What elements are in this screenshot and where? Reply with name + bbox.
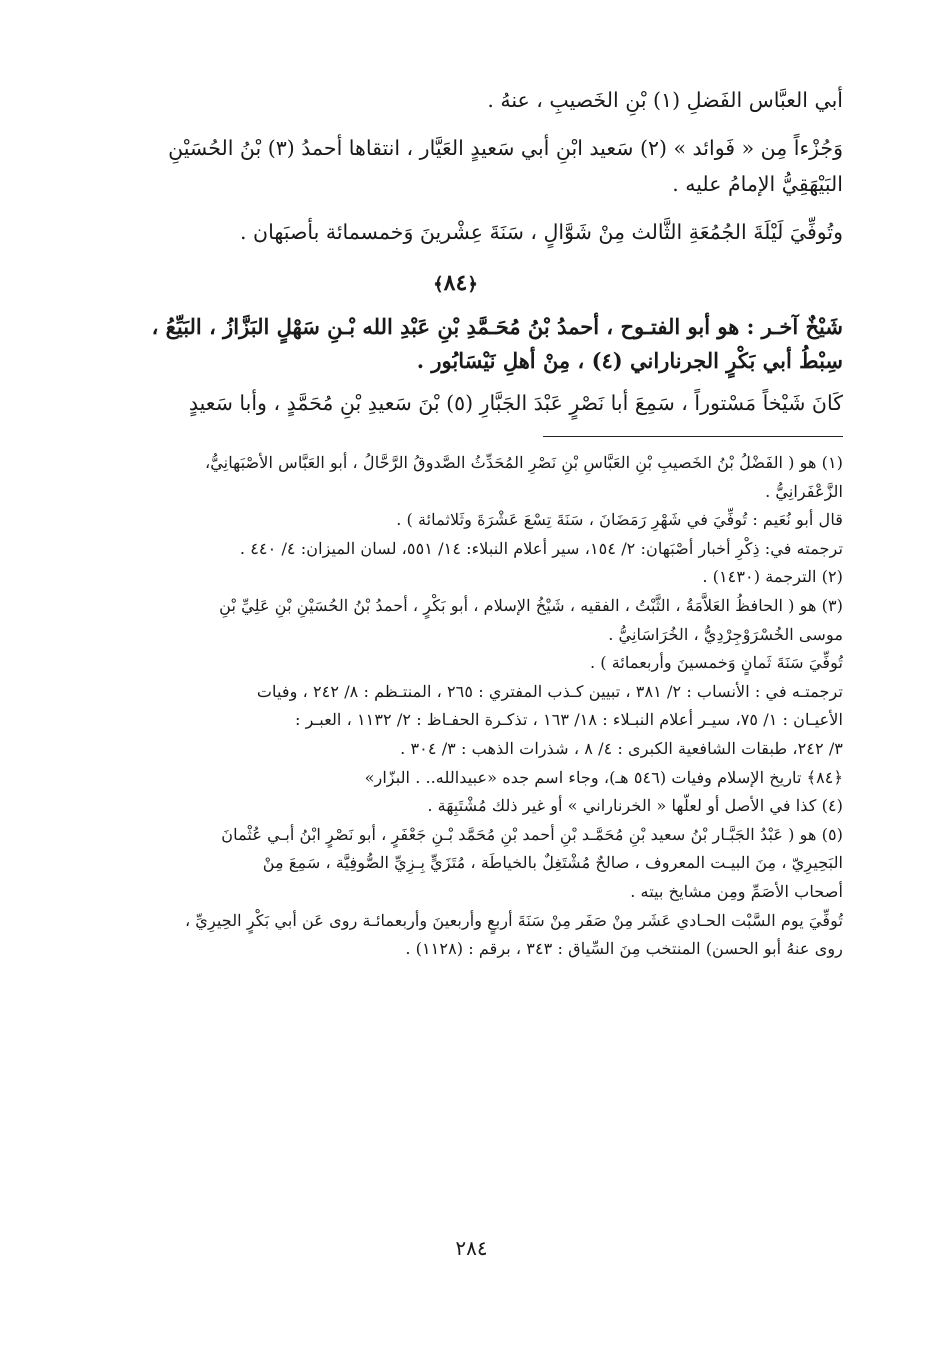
footnote-line: ترجمتـه في : الأنساب : ٢/ ٣٨١ ، تبيين كـذب المفتري : ٢٦٥ ، المنتـظم : ٨/ ٢٤٢ ، وفيات <box>256 681 843 701</box>
main-text <box>68 82 843 250</box>
footnote-line: (٥) هو ( عَبْدُ الجَبَّـار بْنُ سعيد بْنِ مُحَمَّـد بْنِ أحمد بْنِ مُحَمَّد بْـنِ جَعْفَرٍ ، أبو نَصْرٍ ابْنُ أبـي عُثْمانَ <box>221 824 843 844</box>
footnote-line: الزَّعْفَرانِيُّ . <box>765 481 843 501</box>
page-content <box>68 82 843 964</box>
text-line: أبي العبَّاس الفَضلِ (١) بْنِ الخَصيبِ ، عنهُ . <box>487 88 843 112</box>
heading-line: شَيْخٌ آخـر : هو أبو الفتـوح ، أحمدُ بْنُ مُحَـمَّدِ بْنِ عَبْدِ الله بْـنِ سَهْلٍ البَزَّازُ ، البَيِّعُ ، <box>151 314 843 339</box>
footnote-line: أصحاب الأصَمِّ ومِن مشايخ بيته . <box>630 881 843 901</box>
heading-line: سِبْطُ أبي بَكْرٍ الجرناراني (٤) ، مِنْ أهلِ نَيْسَابُور . <box>416 348 843 373</box>
footnote-divider <box>543 436 843 437</box>
ornament-open: ﴿ <box>467 274 478 295</box>
footnote-line: ٣/ ٢٤٢، طبقات الشافعية الكبرى : ٤/ ٨ ، شذرات الذهب : ٣/ ٣٠٤ . <box>400 738 843 758</box>
footnote-line: ترجمته في: ذِكْرِ أخبار أصْبَهان: ٢/ ١٥٤، سير أعلام النبلاء: ١٤/ ٥٥١، لسان الميزان: ٤/ ٤٤٠ . <box>239 538 843 558</box>
footnotes <box>68 449 843 964</box>
footnote-line: (٤) كذا في الأصل أو لعلّها « الخرناراني » أو غير ذلك مُشْتَبِهَة . <box>427 796 843 816</box>
footnote-line: قال أبو نُعَيم : تُوفِّيَ في شَهْرِ رَمَضَانَ ، سَنَةَ تِسْعَ عَشْرَةَ وثَلاثمائة ) . <box>396 510 843 530</box>
ornament-close: ﴾ <box>433 274 444 295</box>
footnote-line: ﴿٨٤﴾ تاريخ الإسلام وفيات (٥٤٦ هـ)، وجاء اسم جده «عبيدالله.. . البزّار» <box>364 767 843 787</box>
text-line: وتُوفِّيَ لَيْلَةَ الجُمُعَةِ الثَّالث مِنْ شَوَّالٍ ، سَنَةَ عِشْرينَ وَخمسمائة بأصبَهان . <box>240 220 843 244</box>
footnote-line: البَحِيرِيّ ، مِنَ البيـت المعروف ، صالحٌ مُشْتَغِلٌ بالخياطَة ، مُتَزَيٍّ بِـزِيِّ الصُّوفِيَّة ، سَمِعَ مِنْ <box>262 853 843 873</box>
entry-number <box>68 266 843 300</box>
footnote-line: موسى الخُسْرَوْجِرْدِيُّ ، الخُرَاسَانِيُّ . <box>608 624 843 644</box>
footnote-line: (٢) الترجمة (١٤٣٠) . <box>702 567 843 587</box>
footnote-line: تُوفِّيَ يوم السَّبْت الحـادي عَشَر مِنْ صَفَر مِنْ سَنَةَ أربعٍ وأربعينَ وأربعمائـة روى عَن أبي بَكْرٍ الحِيرِيِّ ، <box>184 910 843 930</box>
footnote-line: تُوفِّيَ سَنَةَ ثَمانٍ وَخمسينَ وأربعمائة ) . <box>590 653 843 673</box>
entry-number-value: ٨٤ <box>443 270 468 296</box>
footnote-line: الأعيـان : ١/ ٧٥، سيـر أعلام النبـلاء : ١٨/ ١٦٣ ، تذكـرة الحفـاظ : ٢/ ١١٣٢ ، العبـر : <box>295 710 843 730</box>
footnote-line: (١) هو ( الفَضْلُ بْنُ الخَصيبِ بْنِ العَبَّاسِ بْنِ نَصْرِ المُحَدِّثُ الصَّدوقُ الرَّحَّالُ ، أبو العَبَّاس الأصْبَهانِيُّ، <box>204 453 843 472</box>
entry-body <box>68 386 843 420</box>
text-line: وَجُزْءاً مِن « فَوائد » (٢) سَعيد ابْنِ أبي سَعيدٍ العَيَّار ، انتقاها أحمدُ (٣) بْنُ الحُسَيْنِ <box>168 136 843 160</box>
page-number: ٢٨٤ <box>455 1236 488 1260</box>
entry-heading <box>68 310 843 378</box>
text-line: البَيْهَقِيُّ الإمامُ عليه . <box>672 172 843 196</box>
footnote-line: (٣) هو ( الحافظُ العَلاَّمَةُ ، الثَّبْتُ ، الفقيه ، شَيْخُ الإسلام ، أبو بَكْرٍ ، أحمدُ بْنُ الحُسَيْنِ بْنِ عَلِيِّ بْنِ <box>219 595 843 615</box>
footnote-line: روى عنهُ أبو الحسن) المنتخب مِنَ السِّياق : ٣٤٣ ، برقم : (١١٢٨) . <box>405 939 843 959</box>
text-line: كَانَ شَيْخاً مَسْتوراً ، سَمِعَ أبا نَصْرٍ عَبْدَ الجَبَّارِ (٥) بْنَ سَعيدِ بْنِ مُحَمَّدٍ ، وأبا سَعيدٍ <box>188 391 843 415</box>
